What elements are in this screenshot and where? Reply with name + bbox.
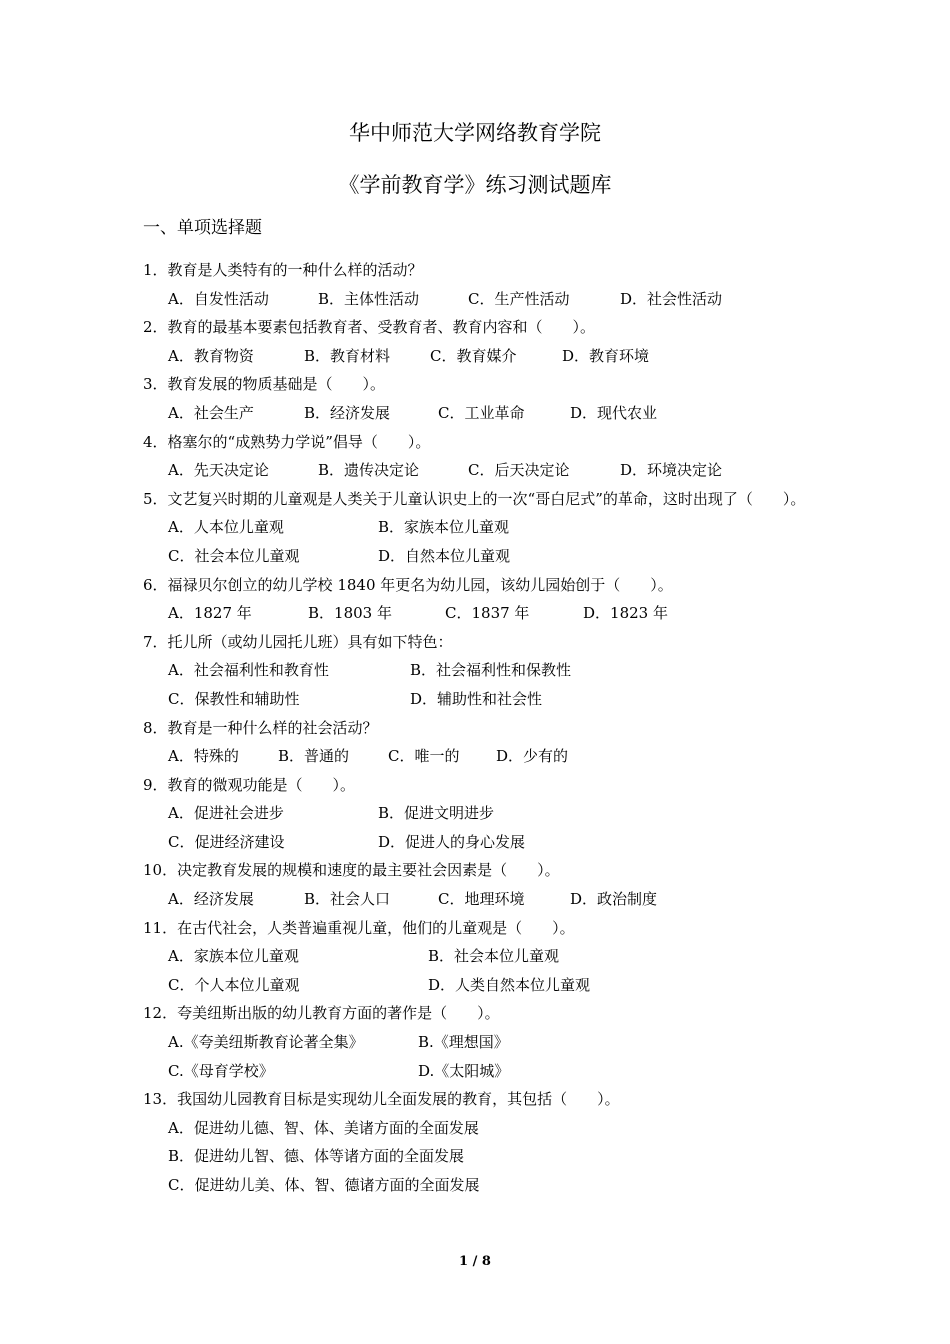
option-choice: B．普通的 bbox=[278, 747, 350, 766]
option-choice: A．家族本位儿童观 bbox=[168, 947, 299, 966]
option-choice: A．自发性活动 bbox=[168, 289, 269, 308]
option-row bbox=[143, 342, 823, 371]
option-choice: A.《夸美纽斯教育论著全集》 bbox=[168, 1033, 364, 1052]
option-choice: C．教育媒介 bbox=[430, 346, 517, 365]
option-row bbox=[143, 513, 823, 542]
option-choice: B．促进幼儿智、德、体等诸方面的全面发展 bbox=[168, 1147, 465, 1166]
question-text: 3．教育发展的物质基础是（ ）。 bbox=[143, 375, 386, 394]
option-choice: D．自然本位儿童观 bbox=[378, 546, 511, 565]
option-choice: A．先天决定论 bbox=[168, 461, 269, 480]
option-choice: B．社会福利性和保教性 bbox=[410, 661, 572, 680]
option-choice: B．主体性活动 bbox=[318, 289, 420, 308]
question-text: 1．教育是人类特有的一种什么样的活动？ bbox=[143, 261, 423, 279]
option-choice: D．政治制度 bbox=[570, 890, 658, 909]
option-row bbox=[143, 1057, 823, 1086]
option-choice: C．个人本位儿童观 bbox=[168, 975, 300, 994]
option-choice: B．社会本位儿童观 bbox=[428, 947, 560, 966]
option-row bbox=[143, 685, 823, 714]
question-text: 11．在古代社会，人类普遍重视儿童，他们的儿童观是（ ）。 bbox=[143, 918, 575, 937]
option-choice: A．社会福利性和教育性 bbox=[168, 661, 329, 680]
option-choice: C.《母育学校》 bbox=[168, 1061, 274, 1080]
option-choice: D．人类自然本位儿童观 bbox=[428, 975, 591, 994]
option-choice: B．家族本位儿童观 bbox=[378, 518, 510, 537]
option-row bbox=[143, 542, 823, 571]
page-number: 1 / 8 bbox=[459, 1254, 491, 1269]
question-text: 2．教育的最基本要素包括教育者、受教育者、教育内容和（ ）。 bbox=[143, 318, 596, 337]
option-choice: C．促进经济建设 bbox=[168, 832, 285, 851]
option-row bbox=[143, 971, 823, 1000]
option-choice: D．辅助性和社会性 bbox=[410, 689, 543, 708]
option-choice: C．唯一的 bbox=[388, 747, 460, 766]
option-choice: B．教育材料 bbox=[304, 346, 391, 365]
option-choice: C．社会本位儿童观 bbox=[168, 546, 300, 565]
option-choice: A．教育物资 bbox=[168, 346, 254, 365]
option-choice: A．促进社会进步 bbox=[168, 804, 284, 823]
option-choice: D．社会性活动 bbox=[620, 289, 723, 308]
option-row bbox=[143, 885, 823, 914]
option-row bbox=[143, 1171, 823, 1200]
question-text: 9．教育的微观功能是（ ）。 bbox=[143, 775, 356, 794]
question-text: 8．教育是一种什么样的社会活动？ bbox=[143, 718, 378, 737]
option-choice: B．1803 年 bbox=[308, 604, 392, 623]
option-choice: A．社会生产 bbox=[168, 403, 254, 422]
question-text: 7．托儿所（或幼儿园托儿班）具有如下特色： bbox=[143, 632, 453, 651]
option-choice: C．促进幼儿美、体、智、德诸方面的全面发展 bbox=[168, 1176, 480, 1194]
option-choice: C．生产性活动 bbox=[468, 289, 570, 308]
option-choice: B．促进文明进步 bbox=[378, 804, 495, 823]
question-text: 13．我国幼儿园教育目标是实现幼儿全面发展的教育，其包括（ ）。 bbox=[143, 1090, 620, 1109]
document-title: 华中师范大学网络教育学院 bbox=[349, 121, 601, 145]
option-row bbox=[143, 456, 823, 485]
option-choice: C．1837 年 bbox=[445, 604, 530, 623]
option-row bbox=[143, 828, 823, 857]
option-row bbox=[143, 656, 823, 685]
option-choice: C．后天决定论 bbox=[468, 461, 570, 480]
option-choice: D．环境决定论 bbox=[620, 461, 723, 480]
question-text: 10．决定教育发展的规模和速度的最主要社会因素是（ ）。 bbox=[143, 861, 560, 880]
option-choice: A．促进幼儿德、智、体、美诸方面的全面发展 bbox=[168, 1118, 479, 1137]
option-choice: A．人本位儿童观 bbox=[168, 518, 284, 537]
option-row bbox=[143, 1028, 823, 1057]
option-row bbox=[143, 799, 823, 828]
option-choice: D．现代农业 bbox=[570, 403, 658, 422]
question-text: 4．格塞尔的“成熟势力学说”倡导（ ）。 bbox=[143, 432, 431, 451]
option-choice: B．经济发展 bbox=[304, 403, 391, 422]
option-choice: D．少有的 bbox=[496, 747, 569, 766]
question-text: 5．文艺复兴时期的儿童观是人类关于儿童认识史上的一次“哥白尼式”的革命，这时出现了（ ）。 bbox=[143, 489, 806, 508]
option-choice: D．1823 年 bbox=[583, 604, 668, 623]
option-choice: D．促进人的身心发展 bbox=[378, 832, 526, 851]
option-choice: C．地理环境 bbox=[438, 890, 525, 909]
option-choice: A．特殊的 bbox=[168, 747, 239, 766]
option-choice: B.《理想国》 bbox=[418, 1033, 509, 1052]
option-row bbox=[143, 1142, 823, 1171]
option-row bbox=[143, 942, 823, 971]
option-choice: A．1827 年 bbox=[168, 604, 252, 623]
option-row bbox=[143, 599, 823, 628]
section-heading: 一、单项选择题 bbox=[143, 218, 262, 238]
option-choice: D．教育环境 bbox=[562, 346, 650, 365]
question-list bbox=[143, 256, 823, 1200]
option-choice: A．经济发展 bbox=[168, 890, 254, 909]
option-row bbox=[143, 1114, 823, 1143]
question-text: 12．夸美纽斯出版的幼儿教育方面的著作是（ ）。 bbox=[143, 1004, 500, 1023]
option-row bbox=[143, 742, 823, 771]
option-row bbox=[143, 399, 823, 428]
option-choice: D.《太阳城》 bbox=[418, 1061, 510, 1080]
option-row bbox=[143, 285, 823, 314]
option-choice: B．社会人口 bbox=[304, 890, 391, 909]
option-choice: C．工业革命 bbox=[438, 403, 525, 422]
document-subtitle: 《学前教育学》练习测试题库 bbox=[338, 173, 612, 197]
option-choice: C．保教性和辅助性 bbox=[168, 689, 300, 708]
question-text: 6．福禄贝尔创立的幼儿学校 1840 年更名为幼儿园，该幼儿园始创于（ ）。 bbox=[143, 575, 673, 594]
option-choice: B．遗传决定论 bbox=[318, 461, 420, 480]
